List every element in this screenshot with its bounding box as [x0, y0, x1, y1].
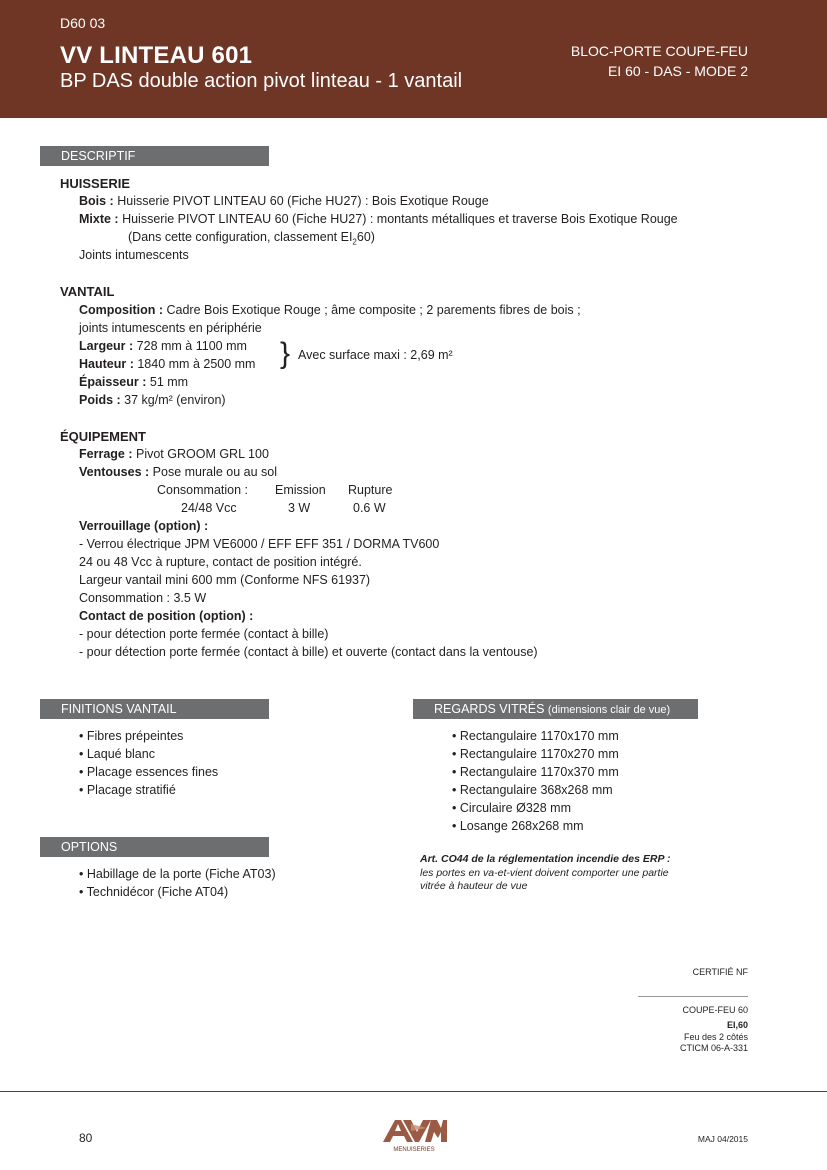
- page-title: VV LINTEAU 601: [60, 42, 253, 69]
- cert-line-2: EI,60: [726, 1020, 748, 1030]
- line-ferrage: [79, 445, 269, 463]
- logo-text: MENUISERIES: [393, 1147, 435, 1153]
- regard-item: • Losange 268x268 mm: [452, 819, 584, 833]
- cert-divider: [638, 996, 748, 997]
- ventouses-text: Pose murale ou au sol: [152, 465, 278, 479]
- verrou-line: 24 ou 48 Vcc à rupture, contact de position intégré.: [79, 555, 362, 569]
- category-line-1: BLOC-PORTE COUPE-FEU: [570, 43, 748, 59]
- poids-label: Poids :: [79, 393, 121, 407]
- regard-item: • Rectangulaire 1170x170 mm: [452, 729, 619, 743]
- line-hauteur: [79, 355, 255, 373]
- hauteur-text: 1840 mm à 2500 mm: [137, 357, 256, 371]
- hauteur-label: Hauteur :: [79, 357, 134, 371]
- mixte-label: Mixte :: [79, 212, 119, 226]
- contact-line: - pour détection porte fermée (contact à bille): [79, 627, 329, 641]
- page-number: 80: [79, 1131, 93, 1145]
- regard-item: • Rectangulaire 368x268 mm: [452, 783, 613, 797]
- finition-item: • Laqué blanc: [79, 747, 155, 761]
- option-item: • Habillage de la porte (Fiche AT03): [79, 867, 276, 881]
- composition-text: Cadre Bois Exotique Rouge ; âme composite ; 2 parements fibres de bois ;: [166, 303, 581, 317]
- note-pre: (Dans cette configuration, classement EI: [128, 230, 353, 244]
- regards-bar-note: (dimensions clair de vue): [547, 704, 671, 716]
- section-bar-regards: [413, 699, 698, 719]
- section-bar-finitions: FINITIONS VANTAIL: [40, 699, 269, 719]
- table-value-emission: 3 W: [288, 501, 311, 515]
- ferrage-label: Ferrage :: [79, 447, 133, 461]
- verrou-heading: [79, 517, 208, 535]
- line-bois: [79, 192, 489, 210]
- finition-item: • Fibres prépeintes: [79, 729, 184, 743]
- line-epaisseur: [79, 373, 188, 391]
- section-bar-descriptif: DESCRIPTIF: [40, 146, 269, 166]
- heading-huisserie: HUISSERIE: [60, 176, 131, 191]
- finition-item: • Placage essences fines: [79, 765, 219, 779]
- line-composition-2: joints intumescents en périphérie: [79, 321, 262, 335]
- line-poids: [79, 391, 226, 409]
- table-value-rupture: 0.6 W: [353, 501, 386, 515]
- note-post: 60): [356, 230, 375, 244]
- article-line: les portes en va-et-vient doivent comporter une partie: [420, 867, 669, 879]
- option-item: • Technidécor (Fiche AT04): [79, 885, 229, 899]
- line-joints: Joints intumescents: [79, 248, 189, 262]
- document-ref: D60 03: [60, 15, 106, 31]
- regard-item: • Circulaire Ø328 mm: [452, 801, 571, 815]
- verrou-line: Largeur vantail mini 600 mm (Conforme NFS 61937): [79, 573, 371, 587]
- contact-line: - pour détection porte fermée (contact à bille) et ouverte (contact dans la ventouse): [79, 645, 538, 659]
- regards-bar-label: REGARDS VITRÉS: [434, 702, 545, 716]
- bois-label: Bois :: [79, 194, 114, 208]
- table-header-rupture: Rupture: [348, 483, 393, 497]
- cert-line-1: COUPE-FEU 60: [682, 1005, 748, 1015]
- cert-line-3: Feu des 2 côtés: [683, 1032, 748, 1042]
- composition-label: Composition :: [79, 303, 164, 317]
- mixte-text: Huisserie PIVOT LINTEAU 60 (Fiche HU27) : montants métalliques et traverse Bois Exotique Rouge: [122, 212, 678, 226]
- ferrage-text: Pivot GROOM GRL 100: [135, 447, 269, 461]
- verrou-label: Verrouillage (option) :: [79, 519, 209, 533]
- epaisseur-label: Épaisseur :: [79, 375, 147, 389]
- surface-text: Avec surface maxi : 2,69 m²: [298, 348, 453, 362]
- footer-divider: [0, 1091, 827, 1092]
- contact-label: Contact de position (option) :: [79, 609, 254, 623]
- table-header-consommation: Consommation :: [157, 483, 249, 497]
- finition-item: • Placage stratifié: [79, 783, 176, 797]
- epaisseur-text: 51 mm: [149, 375, 189, 389]
- note-sub: 2: [352, 237, 357, 247]
- page-subtitle: BP DAS double action pivot linteau - 1 vantail: [60, 70, 463, 92]
- heading-vantail: VANTAIL: [60, 284, 115, 299]
- article-line: vitrée à hauteur de vue: [420, 880, 528, 892]
- heading-equipement: ÉQUIPEMENT: [60, 429, 146, 444]
- verrou-line: - Verrou électrique JPM VE6000 / EFF EFF 351 / DORMA TV600: [79, 537, 440, 551]
- brand-logo: [381, 1114, 447, 1154]
- certifie-nf: CERTIFIÉ NF: [692, 967, 748, 977]
- largeur-label: Largeur :: [79, 339, 134, 353]
- update-date: MAJ 04/2015: [697, 1134, 748, 1144]
- page-header: [0, 0, 827, 118]
- line-largeur: [79, 337, 247, 355]
- regard-item: • Rectangulaire 1170x270 mm: [452, 747, 619, 761]
- category-label: [571, 41, 748, 81]
- section-bar-options: OPTIONS: [40, 837, 269, 857]
- table-header-emission: Emission: [275, 483, 326, 497]
- line-mixte: [79, 210, 678, 228]
- regard-item: • Rectangulaire 1170x370 mm: [452, 765, 619, 779]
- category-line-2: EI 60 - DAS - MODE 2: [607, 63, 748, 79]
- poids-text: 37 kg/m² (environ): [124, 393, 226, 407]
- verrou-line: Consommation : 3.5 W: [79, 591, 207, 605]
- table-value-consommation: 24/48 Vcc: [181, 501, 237, 515]
- contact-heading: [79, 607, 253, 625]
- cert-line-4: CTICM 06-A-331: [679, 1043, 748, 1053]
- bois-text: Huisserie PIVOT LINTEAU 60 (Fiche HU27) : Bois Exotique Rouge: [117, 194, 489, 208]
- article-title: Art. CO44 de la réglementation incendie des ERP :: [420, 853, 671, 865]
- largeur-text: 728 mm à 1100 mm: [136, 339, 247, 353]
- line-ventouses: [79, 463, 277, 481]
- brace-symbol: }: [280, 337, 291, 370]
- line-composition: [79, 301, 581, 319]
- ventouses-label: Ventouses :: [79, 465, 150, 479]
